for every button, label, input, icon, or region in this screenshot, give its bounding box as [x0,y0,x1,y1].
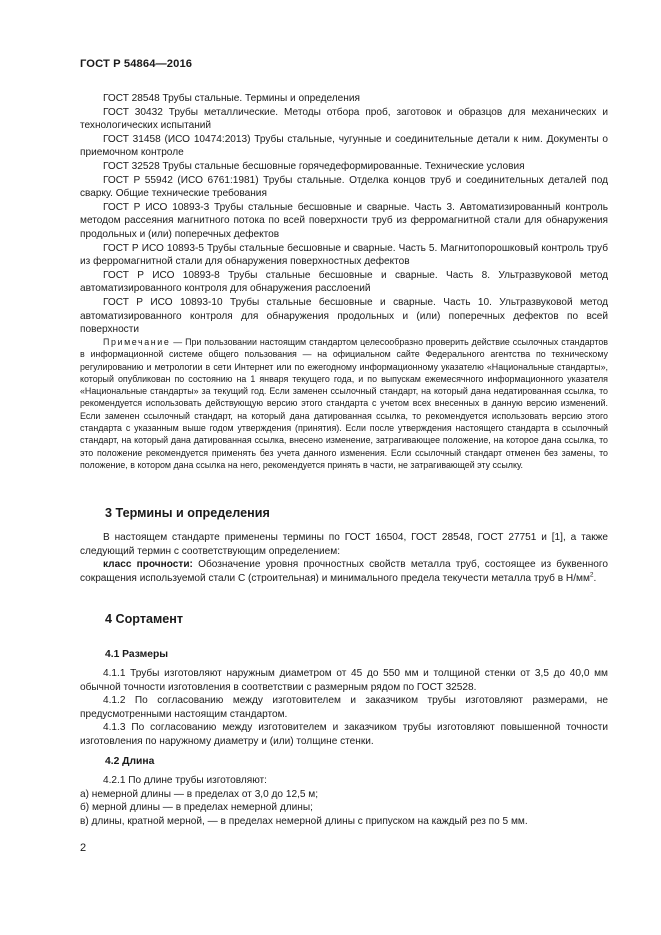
normative-references-list [80,92,608,337]
subsection-4-1-body [80,667,608,749]
note-paragraph [80,336,608,471]
list-item: а) немерной длины — в пределах от 3,0 до 12,5 м; [80,788,319,800]
clause-4-2-1: 4.2.1 По длине трубы изготовляют: [103,775,267,786]
list-item: в) длины, кратной мерной, — в пределах немерной длины с припуском на каждый рез по 5 мм. [80,815,528,827]
page-number: 2 [80,842,87,854]
clause-4-1-1: 4.1.1 Трубы изготовляют наружным диаметром от 45 до 550 мм и толщиной стенки от 3,5 до 40,0 мм обычной точности изготовления в соответствии с размерным рядом по ГОСТ 32528. [80,668,608,693]
superscript: 2 [589,571,594,579]
note-text: — При пользовании настоящим стандартом целесообразно проверить действие ссылочных стандартов в информационной системе общего пользования — на официальном сайте Федерального агентства по техническому регулированию и метрологии в сети Интернет или по ежегодному информационному указателю «Национальные стандарты», который опубликован по состоянию на 1 января текущего года, и по выпускам ежемесячного информационного указателя «Национальные стандарты» за текущий год. Если заменен ссылочный стандарт, на который дана недатированная ссылка, то рекомендуется использовать действующую версию этого стандарта с учетом всех внесенных в данную версию изменений. Если заменен ссылочный стандарт, на который дана датированная ссылка, то рекомендуется использовать версию этого стандарта с указанным выше годом утверждения (принятия). Если после утверждения настоящего стандарта в ссылочный стандарт, на который дана датированная ссылка, внесено изменение, затрагивающее положение, на которое дана ссылка, то это положение рекомендуется применять без учета данного изменения. Если ссылочный стандарт отменен без замены, то положение, в котором дана ссылка на него, рекомендуется принять в части, не затрагивающей эту ссылку. [80,337,608,470]
term-text: Обозначение уровня прочностных свойств металла труб, состоящее из буквенного сокращения используемой стали С (строительная) и минимального предела текучести металла труб в Н/мм [80,559,608,584]
term-name: класс прочности: [103,559,193,571]
document-header: ГОСТ Р 54864—2016 [80,58,193,70]
note-label: Примечание [103,337,171,347]
subsection-4-1-heading: 4.1 Размеры [105,649,169,660]
reference-item: ГОСТ Р 55942 (ИСО 6761:1981) Трубы стальные. Отделка концов труб и соединительных деталей под сварку. Общие технические требования [80,174,608,200]
reference-item: ГОСТ Р ИСО 10893-8 Трубы стальные бесшовные и сварные. Часть 8. Ультразвуковой метод автоматизированного контроля для обнаружения расслоений [80,269,608,295]
section-4-heading: 4 Сортамент [105,612,184,626]
section-3-body [80,531,608,585]
reference-item: ГОСТ 28548 Трубы стальные. Термины и определения [103,93,360,104]
reference-item: ГОСТ 32528 Трубы стальные бесшовные горячедеформированные. Технические условия [103,160,525,172]
reference-item: ГОСТ Р ИСО 10893-10 Трубы стальные бесшовные и сварные. Часть 10. Ультразвуковой метод автоматизированного контроля для обнаружения продольных и (или) поперечных дефектов по всей поверхности [80,296,608,336]
clause-4-1-2: 4.1.2 По согласованию между изготовителем и заказчиком трубы изготовляют размерами, не предусмотренными настоящим стандартом. [80,695,608,720]
term-definition [80,558,608,585]
reference-item: ГОСТ 31458 (ИСО 10474:2013) Трубы стальные, чугунные и соединительные детали к ним. Документы о приемочном контроле [80,133,608,159]
section-3-intro: В настоящем стандарте применены термины по ГОСТ 16504, ГОСТ 28548, ГОСТ 27751 и [1], а также следующий термин с соответствующим определением: [80,532,608,557]
subsection-4-2-heading: 4.2 Длина [105,756,155,767]
term-end: . [593,572,597,584]
list-item: б) мерной длины — в пределах немерной длины; [80,802,313,814]
subsection-4-2-body [80,774,608,828]
reference-item: ГОСТ Р ИСО 10893-3 Трубы стальные бесшовные и сварные. Часть 3. Автоматизированный контроль методом рассеяния магнитного потока по всей поверхности труб из ферромагнитной стали для обнаружения продольных и (или) поперечных дефектов [80,201,608,240]
note-block [80,336,608,471]
section-3-heading: 3 Термины и определения [105,506,270,520]
reference-item: ГОСТ 30432 Трубы металлические. Методы отбора проб, заготовок и образцов для механических и технологических испытаний [80,106,608,132]
reference-item: ГОСТ Р ИСО 10893-5 Трубы стальные бесшовные и сварные. Часть 5. Магнитопорошковый контроль труб из ферромагнитной стали для обнаружения поверхностных дефектов [80,242,608,268]
clause-4-1-3: 4.1.3 По согласованию между изготовителем и заказчиком трубы изготовляют повышенной точности изготовления по наружному диаметру и (или) толщине стенки. [80,722,608,747]
